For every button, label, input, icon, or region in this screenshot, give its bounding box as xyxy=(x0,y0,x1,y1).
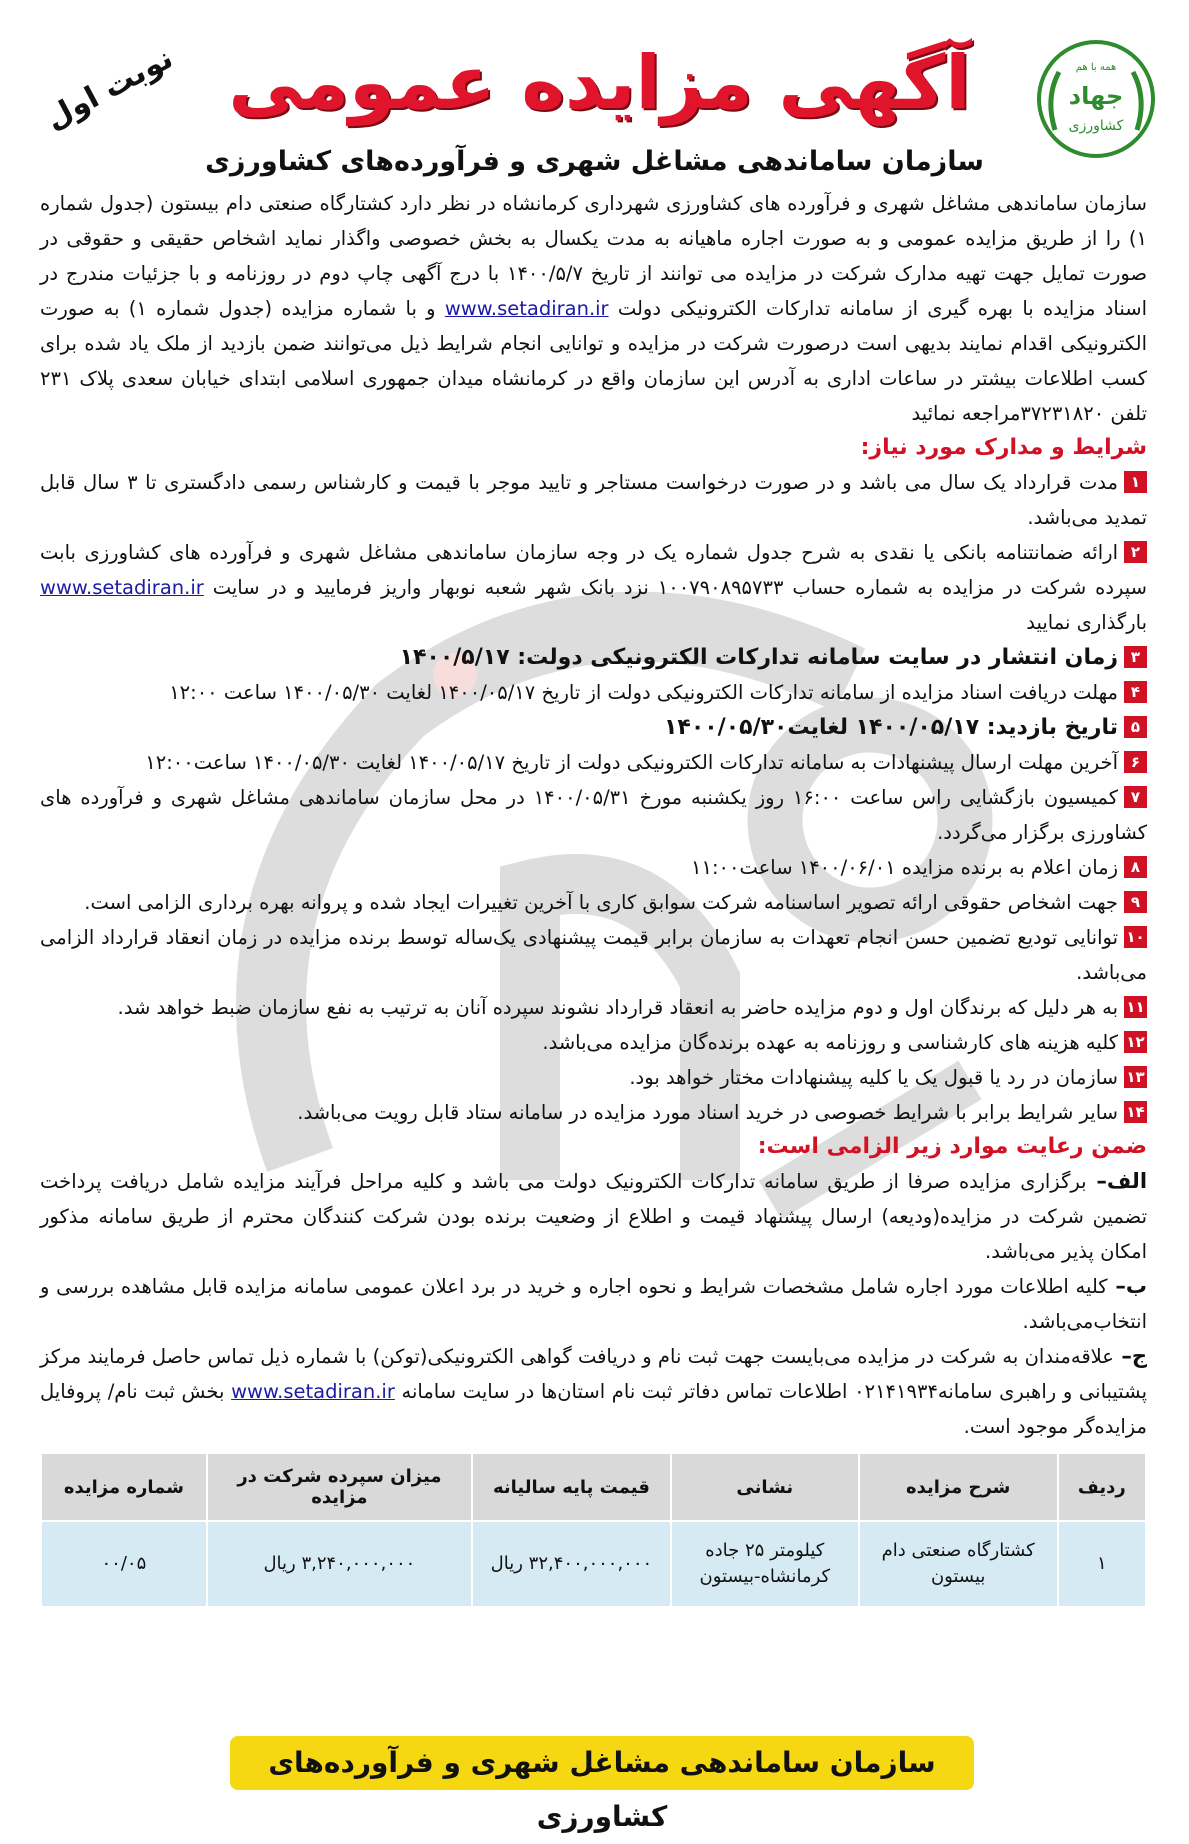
col-row-number: ردیف xyxy=(1058,1453,1146,1521)
jahad-keshavarzi-logo-icon xyxy=(1035,38,1157,160)
list-item xyxy=(40,780,1147,850)
note-letter: ب xyxy=(1125,1274,1148,1298)
round-label xyxy=(30,30,190,140)
item-text: زمان انتشار در سایت سامانه تدارکات الکترونیکی دولت: ۱۴۰۰/۵/۱۷ xyxy=(399,645,1118,670)
notes-title: ضمن رعایت موارد زیر الزامی است: xyxy=(757,1134,1147,1159)
cell-address: کیلومتر ۲۵ جاده کرمانشاه-بیستون xyxy=(671,1521,859,1607)
col-deposit: میزان سپرده شرکت در مزایده xyxy=(207,1453,472,1521)
table-row xyxy=(41,1521,1146,1607)
list-item xyxy=(40,1060,1147,1095)
col-base-price: قیمت پایه سالیانه xyxy=(472,1453,671,1521)
setadiran-link[interactable]: www.setadiran.ir xyxy=(40,576,204,599)
note-letter: الف xyxy=(1106,1169,1148,1193)
svg-text:نوبت اول: نوبت اول xyxy=(39,40,179,137)
conditions-title: شرایط و مدارک مورد نیاز: xyxy=(860,435,1147,460)
item-text: به هر دلیل که برندگان اول و دوم مزایده حاضر به انعقاد قرارداد نشوند سپرده آنان به ترتیب به نفع سازمان ضبط خواهد شد. xyxy=(117,996,1118,1019)
note-text: علاقه‌مندان به شرکت در مزایده می‌بایست جهت ثبت نام و دریافت گواهی الکترونیکی(توکن) با شماره ذیل تماس حاصل فرمایند مرکز پشتیبانی و راهبری سامانه۰۲۱۴۱۹۳۴ اطلاعات تماس دفاتر ثبت نام استان‌ها در سایت سامانه xyxy=(40,1345,1148,1403)
note-letter: ج xyxy=(1131,1344,1148,1368)
list-item xyxy=(40,885,1147,920)
list-item xyxy=(40,990,1147,1025)
item-text: مدت قرارداد یک سال می باشد و در صورت درخواست مستاجر و تایید موجر با قیمت و کارشناس رسمی دادگستری تا ۳ سال قابل تمدید می‌باشد. xyxy=(40,471,1147,529)
note-item: ب– کلیه اطلاعات مورد اجاره شامل مشخصات شرایط و نحوه اجاره و خرید در برد اعلان عمومی سامانه مزایده قابل مشاهده بررسی و انتخاب‌می‌باشد. xyxy=(40,1274,1148,1333)
item-number-badge: ۵ xyxy=(1124,716,1147,738)
item-text: سازمان در رد یا قبول یک یا کلیه پیشنهادات مختار خواهد بود. xyxy=(629,1066,1118,1089)
item-text: جهت اشخاص حقوقی ارائه تصویر اساسنامه شرکت سوابق کاری با آخرین تغییرات ایجاد شده و پروانه بهره برداری الزامی است. xyxy=(84,891,1118,914)
svg-text:جهاد: جهاد xyxy=(1068,82,1124,110)
item-number-badge: ۶ xyxy=(1124,751,1147,773)
item-text: توانایی تودیع تضمین حسن انجام تعهدات به سازمان برابر قیمت پیشنهادی یک‌ساله توسط برنده مزایده در زمان انعقاد قرارداد الزامی می‌باشد. xyxy=(40,926,1147,984)
table-header-row xyxy=(41,1453,1146,1521)
item-number-badge: ۱ xyxy=(1124,471,1147,493)
item-text: تاریخ بازدید: ۱۴۰۰/۰۵/۱۷ لغایت۱۴۰۰/۰۵/۳۰ xyxy=(663,715,1118,740)
intro-text-1: سازمان ساماندهی مشاغل شهری و فرآورده های کشاورزی شهرداری کرمانشاه در نظر دارد کشتارگاه صنعتی دام بیستون (جدول شماره ۱) را از طریق مزایده عمومی و به صورت اجاره ماهیانه به مدت یکسال به بخش خصوصی واگذار نماید اشخاص حقیقی و حقوقی در صورت تمایل جهت تهیه مدارک شرکت در مزایده می توانند از تاریخ ۱۴۰۰/۵/۷ با درج آگهی چاپ دوم در روزنامه و با جزئیات مندرج در اسناد مزایده با بهره گیری از سامانه تدارکات الکترونیکی دولت xyxy=(40,192,1148,320)
cell-deposit: ۳,۲۴۰,۰۰۰,۰۰۰ ریال xyxy=(207,1521,472,1607)
item-number-badge: ۱۳ xyxy=(1124,1066,1147,1088)
note-text: کلیه اطلاعات مورد اجاره شامل مشخصات شرایط و نحوه اجاره و خرید در برد اعلان عمومی سامانه مزایده قابل مشاهده بررسی و انتخاب‌می‌باشد. xyxy=(40,1275,1147,1333)
list-item xyxy=(40,465,1147,535)
svg-text:کشاورزی: کشاورزی xyxy=(1068,118,1124,134)
item-number-badge: ۴ xyxy=(1124,681,1147,703)
conditions-list xyxy=(40,465,1147,1130)
item-text: سایر شرایط برابر با شرایط خصوصی در خرید اسناد مورد مزایده در سامانه ستاد قابل رویت می‌باشد. xyxy=(297,1101,1118,1124)
item-number-badge: ۱۴ xyxy=(1124,1101,1147,1123)
list-item xyxy=(40,1095,1147,1130)
list-item xyxy=(40,710,1147,745)
item-text: آخرین مهلت ارسال پیشنهادات به سامانه تدارکات الکترونیکی دولت از تاریخ ۱۴۰۰/۰۵/۱۷ لغایت ۱۴۰۰/۰۵/۳۰ ساعت۱۲:۰۰ xyxy=(145,751,1118,774)
item-number-badge: ۹ xyxy=(1124,891,1147,913)
item-text: ارائه ضمانتنامه بانکی یا نقدی به شرح جدول شماره یک در وجه سازمان ساماندهی مشاغل شهری و فرآورده های کشاورزی بابت سپرده شرکت در مزایده به شماره حساب ۱۰۰۷۹۰۸۹۵۷۳۳ نزد بانک شهر شعبه نوبهار واریز فرمایید و در سایت xyxy=(40,541,1147,599)
auction-table xyxy=(40,1452,1147,1608)
cell-auction-number: ۰۰/۰۵ xyxy=(41,1521,207,1607)
svg-text:همه با هم: همه با هم xyxy=(1075,62,1117,73)
list-item xyxy=(40,850,1147,885)
item-text: مهلت دریافت اسناد مزایده از سامانه تدارکات الکترونیکی دولت از تاریخ ۱۴۰۰/۰۵/۱۷ لغایت ۱۴۰۰/۰۵/۳۰ ساعت ۱۲:۰۰ xyxy=(169,681,1118,704)
item-text-tail: بارگذاری نمایید xyxy=(1026,611,1147,634)
list-item xyxy=(40,535,1147,640)
notice-body xyxy=(40,186,1147,1444)
note-text-tail: بخش ثبت نام/ پروفایل مزایده‌گر موجود است. xyxy=(40,1380,1147,1438)
note-text: برگزاری مزایده صرفا از طریق سامانه تدارکات الکترونیک دولت می باشد و کلیه مراحل فرآیند مزایده شامل دریافت پرداخت تضمین شرکت در مزایده(ودیعه) ارسال پیشنهاد قیمت و اطلاع از وضعیت برنده بودن شرکت کنندگان محترم از طریق سامانه مذکور امکان پذیر می‌باشد. xyxy=(40,1170,1147,1263)
cell-base-price: ۳۲,۴۰۰,۰۰۰,۰۰۰ ریال xyxy=(472,1521,671,1607)
notice-title: آگهی مزایده عمومی xyxy=(228,40,971,126)
list-item xyxy=(40,745,1147,780)
item-text: کلیه هزینه های کارشناسی و روزنامه به عهده برنده‌گان مزایده می‌باشد. xyxy=(542,1031,1118,1054)
intro-paragraph xyxy=(40,186,1147,431)
item-number-badge: ۱۲ xyxy=(1124,1031,1147,1053)
item-number-badge: ۱۱ xyxy=(1124,996,1147,1018)
item-number-badge: ۳ xyxy=(1124,646,1147,668)
list-item xyxy=(40,675,1147,710)
cell-row-number: ۱ xyxy=(1058,1521,1146,1607)
item-text: کمیسیون بازگشایی راس ساعت ۱۶:۰۰ روز یکشنبه مورخ ۱۴۰۰/۰۵/۳۱ در محل سازمان ساماندهی مشاغل شهری و فرآورده های کشاورزی برگزار می‌گردد. xyxy=(40,786,1147,844)
item-number-badge: ۲ xyxy=(1124,541,1147,563)
col-auction-number: شماره مزایده xyxy=(41,1453,207,1521)
organization-subtitle: سازمان ساماندهی مشاغل شهری و فرآورده‌های کشاورزی xyxy=(205,146,984,177)
item-number-badge: ۸ xyxy=(1124,856,1147,878)
col-address: نشانی xyxy=(671,1453,859,1521)
item-number-badge: ۱۰ xyxy=(1124,926,1147,948)
footer-banner: سازمان ساماندهی مشاغل شهری و فرآورده‌های کشاورزی xyxy=(230,1736,974,1790)
list-item xyxy=(40,920,1147,990)
note-item: ج– علاقه‌مندان به شرکت در مزایده می‌بایست جهت ثبت نام و دریافت گواهی الکترونیکی(توکن) با شماره ذیل تماس حاصل فرمایند مرکز پشتیبانی و راهبری سامانه۰۲۱۴۱۹۳۴ اطلاعات تماس دفاتر ثبت نام استان‌ها در سایت سامانه www.setadiran.ir بخش ثبت نام/ پروفایل مزایده‌گر موجود است. xyxy=(40,1344,1148,1438)
setadiran-link[interactable]: www.setadiran.ir xyxy=(444,297,609,320)
list-item xyxy=(40,640,1147,675)
cell-description: کشتارگاه صنعتی دام بیستون xyxy=(859,1521,1058,1607)
item-text: زمان اعلام به برنده مزایده ۱۴۰۰/۰۶/۰۱ ساعت۱۱:۰۰ xyxy=(691,856,1118,879)
setadiran-link[interactable]: www.setadiran.ir xyxy=(231,1380,395,1403)
intro-text-2: و با شماره مزایده (جدول شماره ۱) به صورت الکترونیکی اقدام نمایند بدیهی است درصورت شرکت در مزایده و توانایی انجام شرایط ذیل می‌توانند ضمن بازدید از ملک یاد شده برای کسب اطلاعات بیشتر در ساعات اداری به آدرس این سازمان واقع در کرمانشاه میدان جمهوری اسلامی ابتدای خیابان سعدی پلاک ۲۳۱ تلفن ۳۷۲۳۱۸۲۰مراجعه نمائید xyxy=(40,297,1147,425)
item-number-badge: ۷ xyxy=(1124,786,1147,808)
col-description: شرح مزایده xyxy=(859,1453,1058,1521)
list-item xyxy=(40,1025,1147,1060)
note-item: الف– برگزاری مزایده صرفا از طریق سامانه تدارکات الکترونیک دولت می باشد و کلیه مراحل فرآیند مزایده شامل دریافت پرداخت تضمین شرکت در مزایده(ودیعه) ارسال پیشنهاد قیمت و اطلاع از وضعیت برنده بودن شرکت کنندگان محترم از طریق سامانه مذکور امکان پذیر می‌باشد. xyxy=(40,1169,1148,1263)
